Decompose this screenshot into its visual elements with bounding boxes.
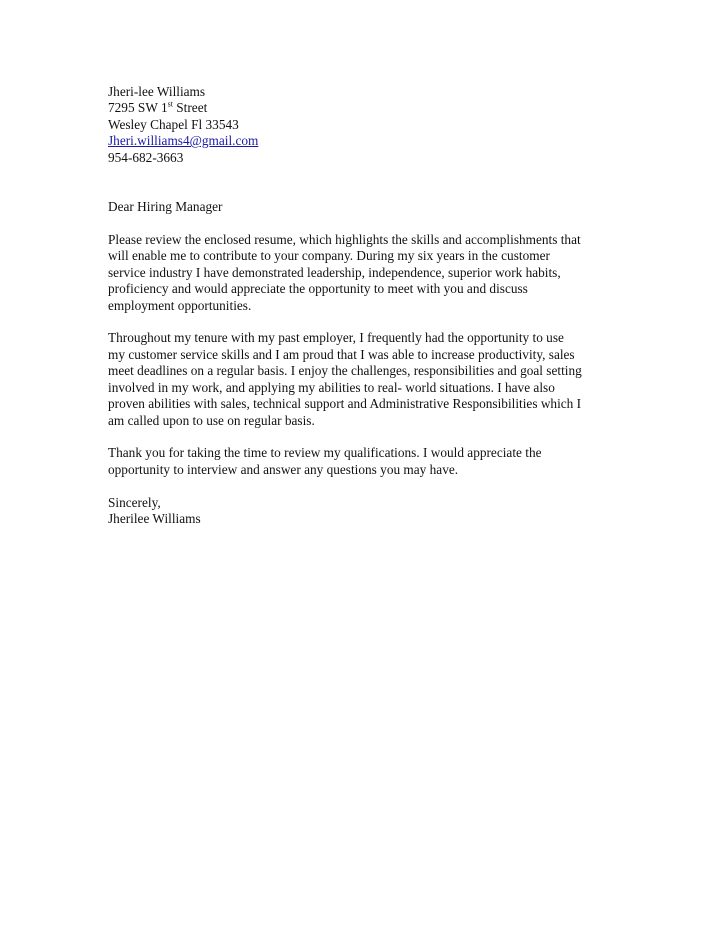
street-number: 7295 SW 1 bbox=[108, 100, 168, 116]
street-name: Street bbox=[172, 100, 208, 116]
paragraph-2 bbox=[108, 330, 628, 428]
paragraph-line: am called upon to use on regular basis. bbox=[108, 412, 315, 428]
spacer bbox=[108, 314, 628, 331]
paragraph-line: proficiency and would appreciate the opportunity to meet with you and discuss bbox=[108, 281, 528, 297]
spacer bbox=[108, 215, 628, 232]
paragraph-line: my customer service skills and I am proud that I was able to increase productivity, sales bbox=[108, 346, 575, 362]
paragraph-line: involved in my work, and applying my abilities to real- world situations. I have also bbox=[108, 379, 555, 395]
spacer bbox=[108, 478, 628, 495]
salutation: Dear Hiring Manager bbox=[108, 199, 223, 215]
sender-city: Wesley Chapel Fl 33543 bbox=[108, 116, 239, 132]
signature-name: Jherilee Williams bbox=[108, 511, 201, 527]
cover-letter bbox=[108, 84, 628, 528]
sender-block bbox=[108, 84, 628, 166]
paragraph-line: Throughout my tenure with my past employer, I frequently had the opportunity to use bbox=[108, 330, 564, 346]
spacer bbox=[108, 429, 628, 446]
paragraph-line: employment opportunities. bbox=[108, 297, 252, 313]
sender-email-line bbox=[108, 133, 628, 149]
paragraph-line: Thank you for taking the time to review my qualifications. I would appreciate the bbox=[108, 445, 542, 461]
sender-phone: 954-682-3663 bbox=[108, 149, 184, 165]
paragraph-1 bbox=[108, 232, 628, 314]
street-ordinal-suffix: st bbox=[167, 99, 173, 109]
sender-street bbox=[108, 100, 628, 116]
paragraph-line: Please review the enclosed resume, which highlights the skills and accomplishments that bbox=[108, 231, 581, 247]
sender-email-link[interactable]: Jheri.williams4@gmail.com bbox=[108, 133, 259, 149]
paragraph-line: opportunity to interview and answer any questions you may have. bbox=[108, 461, 459, 477]
paragraph-line: proven abilities with sales, technical support and Administrative Responsibilities which I bbox=[108, 396, 582, 412]
spacer bbox=[108, 166, 628, 199]
sender-name: Jheri-lee Williams bbox=[108, 84, 206, 99]
paragraph-line: service industry I have demonstrated leadership, independence, superior work habits, bbox=[108, 264, 561, 280]
closing: Sincerely, bbox=[108, 494, 161, 510]
paragraph-line: will enable me to contribute to your company. During my six years in the customer bbox=[108, 248, 550, 264]
paragraph-3 bbox=[108, 445, 628, 478]
paragraph-line: meet deadlines on a regular basis. I enjoy the challenges, responsibilities and goal setting bbox=[108, 363, 582, 379]
